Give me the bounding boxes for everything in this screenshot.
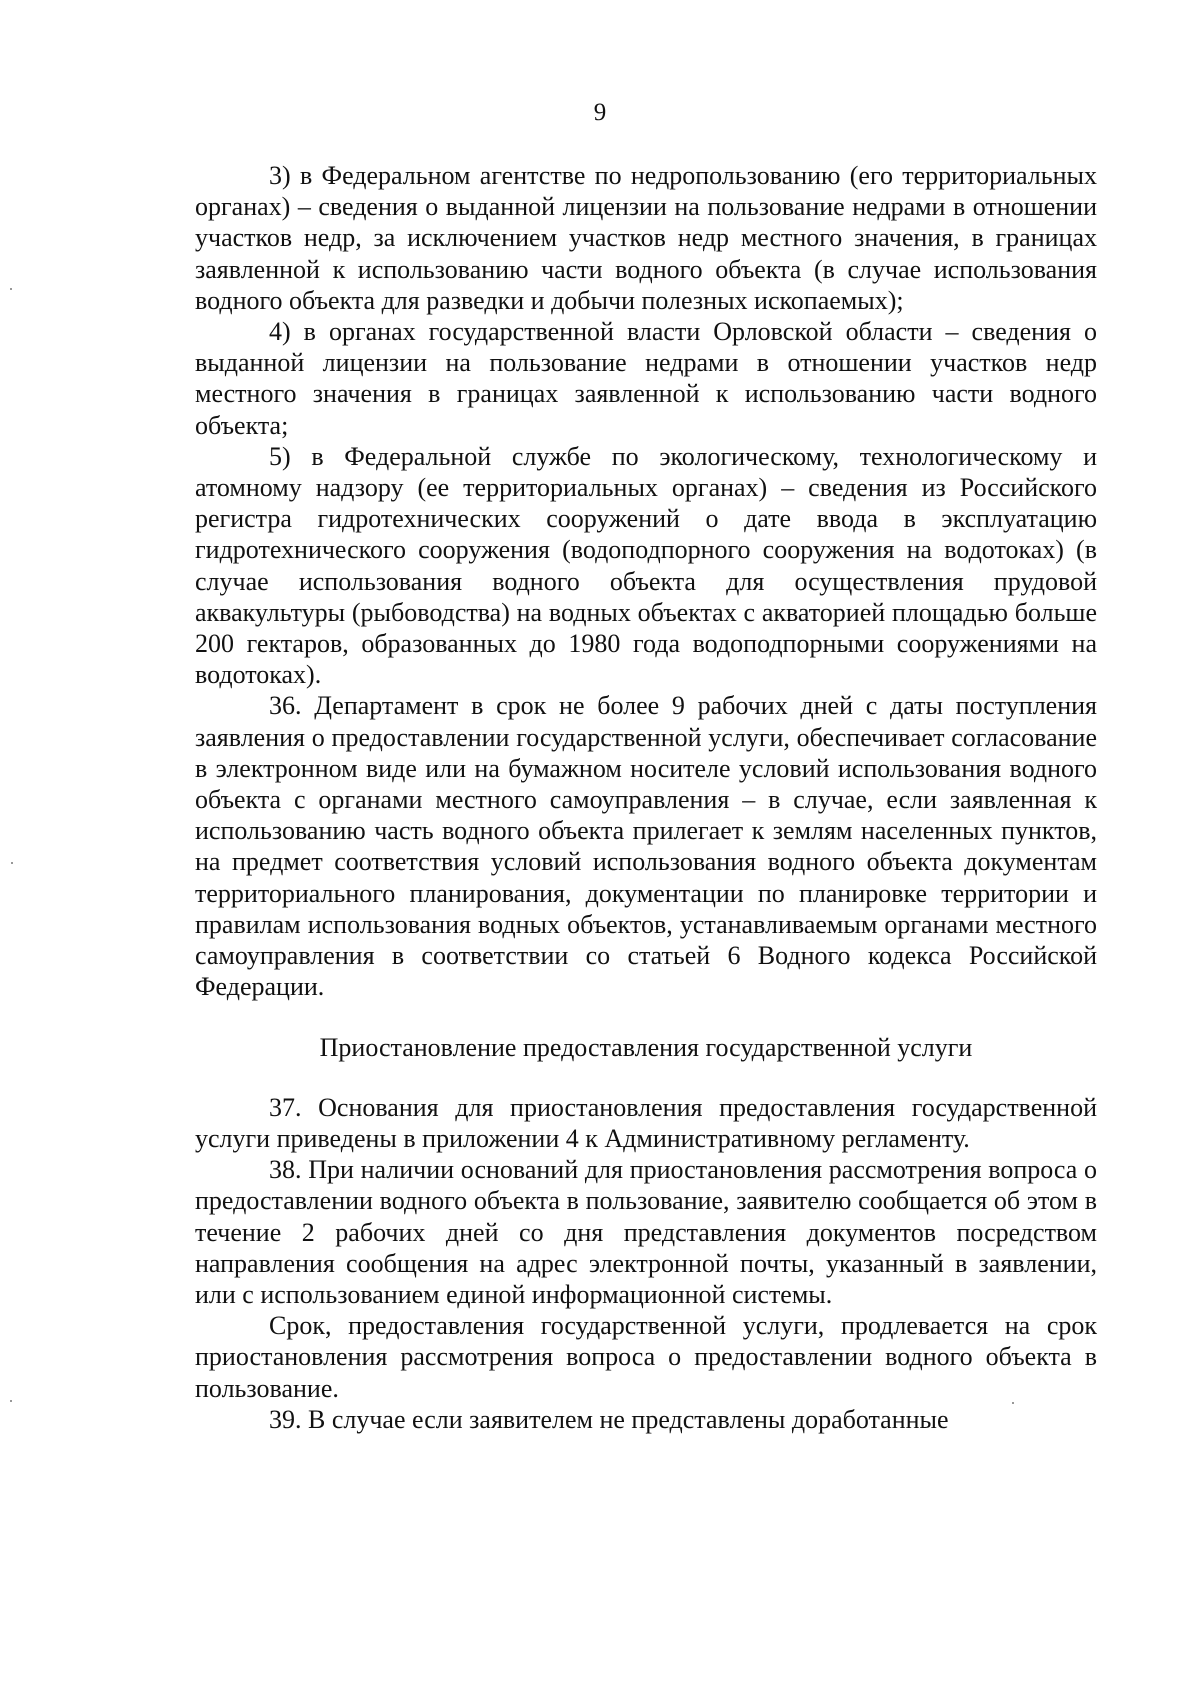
document-body [195,160,1097,1435]
scan-artifact [1012,1402,1014,1404]
paragraph-item-3: 3) в Федеральном агентстве по недропользованию (его территориальных органах) – сведения о выданной лицензии на пользование недрами в отношении участков недр, за исключением участков недр местного значения, в границах заявленной к использованию части водного объекта (в случае использования водного объекта для разведки и добычи полезных ископаемых); [195,161,1097,315]
scan-artifact [11,862,13,864]
section-heading: Приостановление предоставления государственной услуги [319,1033,973,1063]
paragraph-item-5: 5) в Федеральной службе по экологическому, технологическому и атомному надзору (ее территориальных органах) – сведения из Российского регистра гидротехнических сооружений о дате ввода в эксплуатацию гидротехнического сооружения (водоподпорного сооружения на водотоках) (в случае использования водного объекта для осуществления прудовой аквакультуры (рыбоводства) на водных объектах с акваторией площадью больше 200 гектаров, образованных до 1980 года водоподпорными сооружениями на водотоках). [195,441,1097,690]
paragraph-39: 39. В случае если заявителем не представлены доработанные [269,1404,949,1434]
scan-artifact [10,288,12,290]
paragraph-37: 37. Основания для приостановления предоставления государственной услуги приведены в приложении 4 к Административному регламенту. [195,1092,1097,1153]
paragraph-term-extension: Срок, предоставления государственной услуги, продлевается на срок приостановления рассмотрения вопроса о предоставлении водного объекта в пользование. [195,1311,1097,1403]
page-number: 9 [593,99,607,126]
paragraph-36: 36. Департамент в срок не более 9 рабочих дней с даты поступления заявления о предоставлении государственной услуги, обеспечивает согласование в электронном виде или на бумажном носителе условий использования водного объекта с органами местного самоуправления – в случае, если заявленная к использованию часть водного объекта прилегает к землям населенных пунктов, на предмет соответствия условий использования водного объекта документам территориального планирования, документации по планировке территории и правилам использования водных объектов, устанавливаемым органами местного самоуправления в соответствии со статьей 6 Водного кодекса Российской Федерации. [195,691,1097,1002]
paragraph-item-4: 4) в органах государственной власти Орловской области – сведения о выданной лицензии на пользование недрами в отношении участков недр местного значения в границах заявленной к использованию части водного объекта; [195,317,1097,440]
scan-artifact [10,1400,12,1402]
paragraph-38: 38. При наличии оснований для приостановления рассмотрения вопроса о предоставлении водного объекта в пользование, заявителю сообщается об этом в течение 2 рабочих дней со дня представления документов посредством направления сообщения на адрес электронной почты, указанный в заявлении, или с использованием единой информационной системы. [195,1155,1097,1309]
